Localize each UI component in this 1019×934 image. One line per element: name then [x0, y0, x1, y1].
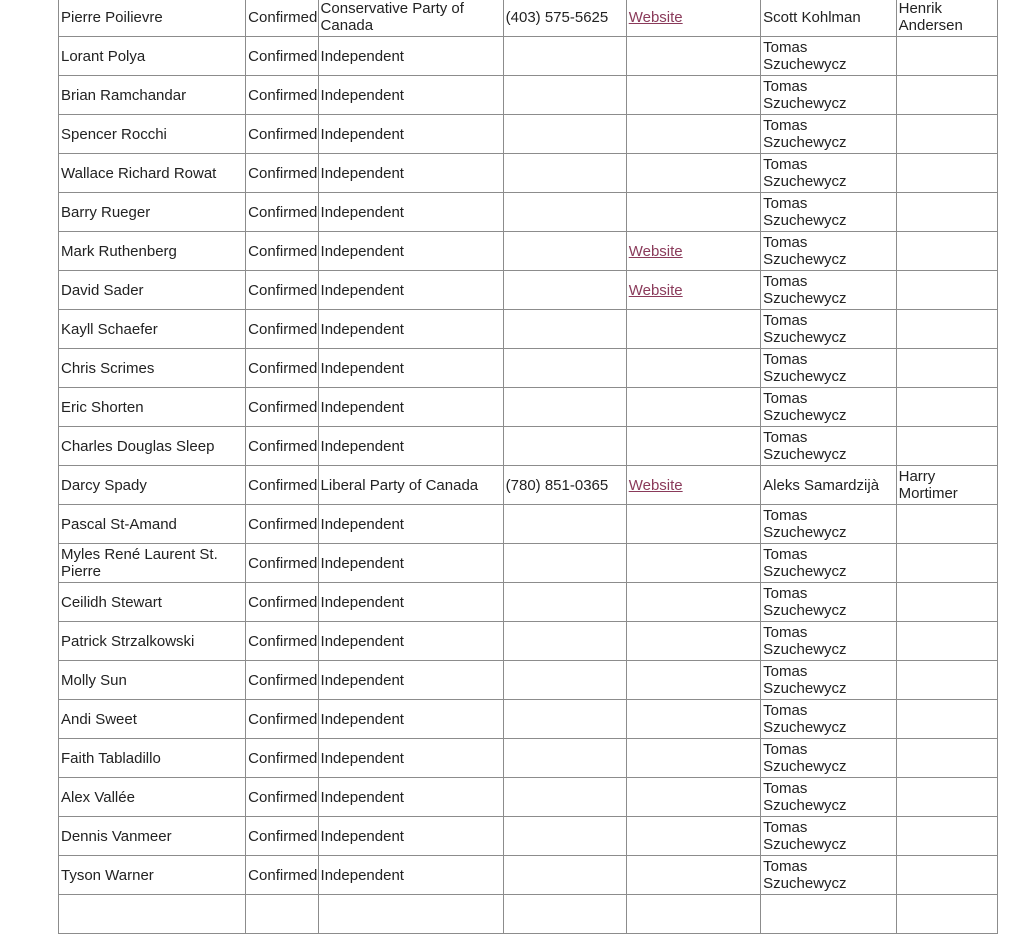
- candidate-official-agent: Tomas Szuchewycz: [763, 156, 847, 190]
- candidate-auditor-cell: [896, 154, 997, 193]
- candidate-party: Independent: [320, 866, 404, 884]
- candidate-official-agent-cell: [761, 115, 896, 154]
- candidate-official-agent-cell: [761, 427, 896, 466]
- candidate-auditor-cell: [896, 817, 997, 856]
- candidate-website-cell: [626, 778, 760, 817]
- candidate-name-cell: [59, 895, 246, 934]
- candidate-official-agent-cell: [761, 466, 896, 505]
- candidate-name-cell: [59, 583, 246, 622]
- candidate-auditor-cell: [896, 76, 997, 115]
- candidate-party: Independent: [320, 437, 404, 455]
- candidate-phone-cell: [503, 505, 626, 544]
- candidate-status: Confirmed: [248, 437, 318, 455]
- candidate-official-agent: Tomas Szuchewycz: [763, 585, 847, 619]
- candidate-phone-cell: [503, 583, 626, 622]
- candidate-status: Confirmed: [248, 827, 318, 845]
- table-row: [59, 0, 998, 37]
- candidate-auditor-cell: [896, 427, 997, 466]
- candidate-party: Independent: [320, 86, 404, 104]
- candidate-auditor-cell: [896, 661, 997, 700]
- candidate-website-cell: [626, 739, 760, 778]
- candidate-status-cell: [246, 778, 318, 817]
- candidate-auditor-cell: [896, 193, 997, 232]
- candidate-official-agent-cell: [761, 661, 896, 700]
- table-row: [59, 856, 998, 895]
- candidate-name: Wallace Richard Rowat: [61, 164, 217, 182]
- table-row: [59, 700, 998, 739]
- candidate-status-cell: [246, 76, 318, 115]
- candidate-phone: (403) 575-5625: [505, 8, 609, 26]
- candidate-phone-cell: [503, 37, 626, 76]
- candidate-status: Confirmed: [248, 164, 318, 182]
- candidate-party-cell: [318, 622, 503, 661]
- candidates-table-body: [59, 0, 998, 934]
- candidate-party-cell: [318, 505, 503, 544]
- candidate-name-cell: [59, 232, 246, 271]
- candidate-name: Kayll Schaefer: [61, 320, 158, 338]
- candidate-website-cell: [626, 388, 760, 427]
- candidate-official-agent-cell: [761, 232, 896, 271]
- candidate-official-agent-cell: [761, 37, 896, 76]
- candidate-phone-cell: [503, 895, 626, 934]
- candidate-party: Independent: [320, 164, 404, 182]
- candidate-phone-cell: [503, 193, 626, 232]
- candidate-phone-cell: [503, 817, 626, 856]
- candidate-website-cell: [626, 37, 760, 76]
- candidate-phone-cell: [503, 778, 626, 817]
- candidate-status-cell: [246, 427, 318, 466]
- candidate-phone-cell: [503, 427, 626, 466]
- candidate-phone-cell: [503, 349, 626, 388]
- candidate-party: Independent: [320, 671, 404, 689]
- table-row: [59, 115, 998, 154]
- table-row: [59, 505, 998, 544]
- candidate-party-cell: [318, 37, 503, 76]
- candidate-name-cell: [59, 427, 246, 466]
- table-row: [59, 583, 998, 622]
- candidate-official-agent-cell: [761, 622, 896, 661]
- candidate-website-cell: [626, 427, 760, 466]
- candidate-auditor: Harry Mortimer: [898, 468, 958, 502]
- candidate-name-cell: [59, 0, 246, 37]
- candidate-party-cell: [318, 661, 503, 700]
- candidate-name-cell: [59, 349, 246, 388]
- website-link[interactable]: Website: [628, 242, 683, 260]
- candidate-official-agent: Tomas Szuchewycz: [763, 117, 847, 151]
- candidate-official-agent-cell: [761, 505, 896, 544]
- candidate-status: Confirmed: [248, 281, 318, 299]
- candidate-party-cell: [318, 154, 503, 193]
- candidate-name-cell: [59, 115, 246, 154]
- candidate-official-agent: Tomas Szuchewycz: [763, 312, 847, 346]
- candidate-name: Darcy Spady: [61, 476, 147, 494]
- candidate-status: Confirmed: [248, 320, 318, 338]
- candidate-name-cell: [59, 661, 246, 700]
- candidate-party-cell: [318, 349, 503, 388]
- candidate-official-agent-cell: [761, 817, 896, 856]
- candidate-party-cell: [318, 895, 503, 934]
- candidate-auditor-cell: [896, 388, 997, 427]
- candidate-website-cell: [626, 856, 760, 895]
- website-link[interactable]: Website: [628, 8, 683, 26]
- candidate-status: Confirmed: [248, 86, 318, 104]
- website-link[interactable]: Website: [628, 476, 683, 494]
- candidate-name-cell: [59, 76, 246, 115]
- candidate-official-agent-cell: [761, 700, 896, 739]
- candidate-party-cell: [318, 466, 503, 505]
- candidate-status-cell: [246, 895, 318, 934]
- candidate-official-agent: Tomas Szuchewycz: [763, 546, 847, 580]
- candidate-status-cell: [246, 466, 318, 505]
- candidate-name: Dennis Vanmeer: [61, 827, 172, 845]
- candidate-party-cell: [318, 583, 503, 622]
- candidate-name-cell: [59, 37, 246, 76]
- candidate-name-cell: [59, 700, 246, 739]
- candidate-status: Confirmed: [248, 242, 318, 260]
- candidate-official-agent: Tomas Szuchewycz: [763, 429, 847, 463]
- table-row: [59, 193, 998, 232]
- candidate-status: Confirmed: [248, 47, 318, 65]
- candidate-status: Confirmed: [248, 8, 318, 26]
- candidate-auditor-cell: [896, 895, 997, 934]
- candidate-official-agent: Tomas Szuchewycz: [763, 273, 847, 307]
- candidate-official-agent: Tomas Szuchewycz: [763, 663, 847, 697]
- candidate-status: Confirmed: [248, 398, 318, 416]
- candidate-official-agent-cell: [761, 856, 896, 895]
- candidate-name-cell: [59, 817, 246, 856]
- candidate-status: Confirmed: [248, 749, 318, 767]
- candidate-official-agent-cell: [761, 310, 896, 349]
- candidate-website-cell: [626, 466, 760, 505]
- candidate-status: Confirmed: [248, 593, 318, 611]
- candidate-name-cell: [59, 466, 246, 505]
- candidate-party-cell: [318, 232, 503, 271]
- candidate-official-agent-cell: [761, 778, 896, 817]
- candidate-party: Independent: [320, 281, 404, 299]
- candidate-phone-cell: [503, 154, 626, 193]
- candidate-status-cell: [246, 388, 318, 427]
- candidate-status: Confirmed: [248, 359, 318, 377]
- candidate-status: Confirmed: [248, 125, 318, 143]
- candidate-official-agent: Tomas Szuchewycz: [763, 858, 847, 892]
- candidate-name-cell: [59, 154, 246, 193]
- candidate-official-agent: Tomas Szuchewycz: [763, 39, 847, 73]
- candidate-name: Patrick Strzalkowski: [61, 632, 195, 650]
- candidate-phone-cell: [503, 856, 626, 895]
- candidate-name: Tyson Warner: [61, 866, 154, 884]
- candidate-name-cell: [59, 739, 246, 778]
- candidate-name: Molly Sun: [61, 671, 127, 689]
- candidate-official-agent-cell: [761, 193, 896, 232]
- candidate-official-agent: Tomas Szuchewycz: [763, 507, 847, 541]
- candidate-phone-cell: [503, 76, 626, 115]
- candidate-party: Independent: [320, 749, 404, 767]
- candidate-phone-cell: [503, 115, 626, 154]
- table-row: [59, 661, 998, 700]
- candidate-website-cell: [626, 583, 760, 622]
- candidate-status-cell: [246, 232, 318, 271]
- candidate-party-cell: [318, 817, 503, 856]
- candidate-party-cell: [318, 193, 503, 232]
- candidate-status: Confirmed: [248, 554, 318, 572]
- candidate-party-cell: [318, 739, 503, 778]
- candidate-party-cell: [318, 271, 503, 310]
- candidate-status-cell: [246, 349, 318, 388]
- candidate-status: Confirmed: [248, 632, 318, 650]
- candidate-name: Myles René Laurent St. Pierre: [61, 546, 218, 580]
- candidate-website-cell: [626, 154, 760, 193]
- candidate-auditor-cell: [896, 544, 997, 583]
- candidate-status: Confirmed: [248, 515, 318, 533]
- candidate-website-cell: [626, 895, 760, 934]
- candidate-official-agent: Tomas Szuchewycz: [763, 234, 847, 268]
- candidate-phone-cell: [503, 232, 626, 271]
- candidate-party: Independent: [320, 359, 404, 377]
- candidate-official-agent: Scott Kohlman: [763, 8, 861, 26]
- table-row: [59, 310, 998, 349]
- table-row: [59, 544, 998, 583]
- candidate-party-cell: [318, 0, 503, 37]
- candidate-official-agent-cell: [761, 349, 896, 388]
- candidate-party: Independent: [320, 710, 404, 728]
- candidate-official-agent: Tomas Szuchewycz: [763, 351, 847, 385]
- candidate-name-cell: [59, 271, 246, 310]
- candidate-website-cell: [626, 271, 760, 310]
- table-row: [59, 271, 998, 310]
- candidate-website-cell: [626, 115, 760, 154]
- candidate-name: David Sader: [61, 281, 144, 299]
- candidate-phone-cell: [503, 271, 626, 310]
- table-row: [59, 622, 998, 661]
- candidate-official-agent: Tomas Szuchewycz: [763, 390, 847, 424]
- candidate-website-cell: [626, 661, 760, 700]
- candidate-phone-cell: [503, 310, 626, 349]
- candidate-party-cell: [318, 778, 503, 817]
- candidate-website-cell: [626, 505, 760, 544]
- candidate-official-agent-cell: [761, 388, 896, 427]
- candidate-party-cell: [318, 856, 503, 895]
- candidate-party: Independent: [320, 788, 404, 806]
- candidate-party-cell: [318, 427, 503, 466]
- candidate-official-agent: Tomas Szuchewycz: [763, 702, 847, 736]
- candidate-party-cell: [318, 76, 503, 115]
- candidate-auditor-cell: [896, 505, 997, 544]
- candidate-official-agent: Tomas Szuchewycz: [763, 780, 847, 814]
- candidate-auditor-cell: [896, 349, 997, 388]
- candidate-auditor-cell: [896, 115, 997, 154]
- candidate-website-cell: [626, 817, 760, 856]
- table-row: [59, 817, 998, 856]
- candidate-status: Confirmed: [248, 203, 318, 221]
- candidate-status-cell: [246, 739, 318, 778]
- candidate-party: Independent: [320, 632, 404, 650]
- table-row: [59, 427, 998, 466]
- candidate-name: Alex Vallée: [61, 788, 135, 806]
- candidate-name-cell: [59, 622, 246, 661]
- candidate-auditor-cell: [896, 622, 997, 661]
- table-row: [59, 895, 998, 934]
- candidate-status-cell: [246, 115, 318, 154]
- table-row: [59, 778, 998, 817]
- candidate-official-agent: Aleks Samardzijà: [763, 476, 880, 494]
- candidate-website-cell: [626, 700, 760, 739]
- candidate-official-agent-cell: [761, 739, 896, 778]
- candidate-name-cell: [59, 778, 246, 817]
- candidate-name: Ceilidh Stewart: [61, 593, 162, 611]
- candidate-party-cell: [318, 115, 503, 154]
- candidate-status-cell: [246, 622, 318, 661]
- candidates-table: [58, 0, 998, 934]
- candidate-auditor-cell: [896, 0, 997, 37]
- candidate-party: Independent: [320, 125, 404, 143]
- candidate-auditor-cell: [896, 739, 997, 778]
- candidate-official-agent-cell: [761, 154, 896, 193]
- candidate-party-cell: [318, 310, 503, 349]
- candidate-party: Independent: [320, 47, 404, 65]
- candidate-status-cell: [246, 271, 318, 310]
- candidate-official-agent: Tomas Szuchewycz: [763, 624, 847, 658]
- candidate-name-cell: [59, 193, 246, 232]
- candidate-status-cell: [246, 544, 318, 583]
- candidate-auditor: Henrik Andersen: [898, 0, 963, 34]
- candidate-party: Independent: [320, 320, 404, 338]
- candidate-official-agent: Tomas Szuchewycz: [763, 741, 847, 775]
- candidate-phone-cell: [503, 739, 626, 778]
- candidate-status-cell: [246, 0, 318, 37]
- candidate-party: Conservative Party of Canada: [320, 0, 464, 34]
- candidate-website-cell: [626, 622, 760, 661]
- candidate-name-cell: [59, 505, 246, 544]
- candidate-party: Independent: [320, 827, 404, 845]
- candidate-auditor-cell: [896, 310, 997, 349]
- candidate-party: Independent: [320, 554, 404, 572]
- table-row: [59, 388, 998, 427]
- candidate-auditor-cell: [896, 700, 997, 739]
- candidate-official-agent-cell: [761, 271, 896, 310]
- table-row: [59, 76, 998, 115]
- candidate-phone-cell: [503, 661, 626, 700]
- candidate-name: Charles Douglas Sleep: [61, 437, 215, 455]
- candidate-name: Mark Ruthenberg: [61, 242, 177, 260]
- candidate-website-cell: [626, 310, 760, 349]
- candidate-name-cell: [59, 856, 246, 895]
- candidate-name: Pascal St-Amand: [61, 515, 177, 533]
- candidate-status: Confirmed: [248, 866, 318, 884]
- candidate-status-cell: [246, 817, 318, 856]
- candidate-party: Liberal Party of Canada: [320, 476, 479, 494]
- table-row: [59, 349, 998, 388]
- candidate-website-cell: [626, 232, 760, 271]
- candidate-status-cell: [246, 505, 318, 544]
- website-link[interactable]: Website: [628, 281, 683, 299]
- candidate-status-cell: [246, 700, 318, 739]
- candidate-website-cell: [626, 76, 760, 115]
- table-row: [59, 232, 998, 271]
- candidate-name-cell: [59, 544, 246, 583]
- candidate-status: Confirmed: [248, 476, 318, 494]
- candidate-official-agent-cell: [761, 76, 896, 115]
- candidate-party-cell: [318, 700, 503, 739]
- candidate-name: Faith Tabladillo: [61, 749, 161, 767]
- table-row: [59, 466, 998, 505]
- candidate-name: Lorant Polya: [61, 47, 146, 65]
- candidate-phone-cell: [503, 388, 626, 427]
- candidate-phone-cell: [503, 0, 626, 37]
- candidate-status: Confirmed: [248, 710, 318, 728]
- candidate-official-agent: Tomas Szuchewycz: [763, 819, 847, 853]
- candidate-status: Confirmed: [248, 788, 318, 806]
- candidate-official-agent: Tomas Szuchewycz: [763, 195, 847, 229]
- candidate-auditor-cell: [896, 466, 997, 505]
- candidate-party: Independent: [320, 203, 404, 221]
- candidate-name: Chris Scrimes: [61, 359, 155, 377]
- candidate-party: Independent: [320, 242, 404, 260]
- candidate-phone-cell: [503, 700, 626, 739]
- candidate-phone-cell: [503, 622, 626, 661]
- candidate-auditor-cell: [896, 856, 997, 895]
- candidate-name: Pierre Poilievre: [61, 8, 163, 26]
- candidate-auditor-cell: [896, 583, 997, 622]
- table-row: [59, 154, 998, 193]
- candidate-name: Eric Shorten: [61, 398, 144, 416]
- candidate-party-cell: [318, 388, 503, 427]
- table-row: [59, 739, 998, 778]
- candidate-auditor-cell: [896, 37, 997, 76]
- candidate-phone: (780) 851-0365: [505, 476, 609, 494]
- candidate-name-cell: [59, 388, 246, 427]
- candidate-website-cell: [626, 349, 760, 388]
- candidate-official-agent-cell: [761, 895, 896, 934]
- candidate-status-cell: [246, 856, 318, 895]
- candidate-auditor-cell: [896, 271, 997, 310]
- candidate-official-agent-cell: [761, 583, 896, 622]
- candidate-party: Independent: [320, 398, 404, 416]
- candidate-party: Independent: [320, 593, 404, 611]
- candidate-phone-cell: [503, 466, 626, 505]
- candidate-official-agent: Tomas Szuchewycz: [763, 78, 847, 112]
- candidate-party: Independent: [320, 515, 404, 533]
- candidate-status-cell: [246, 154, 318, 193]
- candidate-official-agent-cell: [761, 544, 896, 583]
- table-row: [59, 37, 998, 76]
- candidate-official-agent-cell: [761, 0, 896, 37]
- candidate-status-cell: [246, 583, 318, 622]
- candidate-name: Barry Rueger: [61, 203, 151, 221]
- candidate-auditor-cell: [896, 778, 997, 817]
- candidate-auditor-cell: [896, 232, 997, 271]
- candidate-name-cell: [59, 310, 246, 349]
- candidate-website-cell: [626, 193, 760, 232]
- candidate-website-cell: [626, 544, 760, 583]
- candidate-status-cell: [246, 661, 318, 700]
- candidate-party-cell: [318, 544, 503, 583]
- candidate-name: Andi Sweet: [61, 710, 137, 728]
- candidate-status: Confirmed: [248, 671, 318, 689]
- candidate-name: Brian Ramchandar: [61, 86, 187, 104]
- candidate-website-cell: [626, 0, 760, 37]
- candidate-phone-cell: [503, 544, 626, 583]
- candidate-status-cell: [246, 37, 318, 76]
- candidate-name: Spencer Rocchi: [61, 125, 167, 143]
- candidate-status-cell: [246, 193, 318, 232]
- candidate-status-cell: [246, 310, 318, 349]
